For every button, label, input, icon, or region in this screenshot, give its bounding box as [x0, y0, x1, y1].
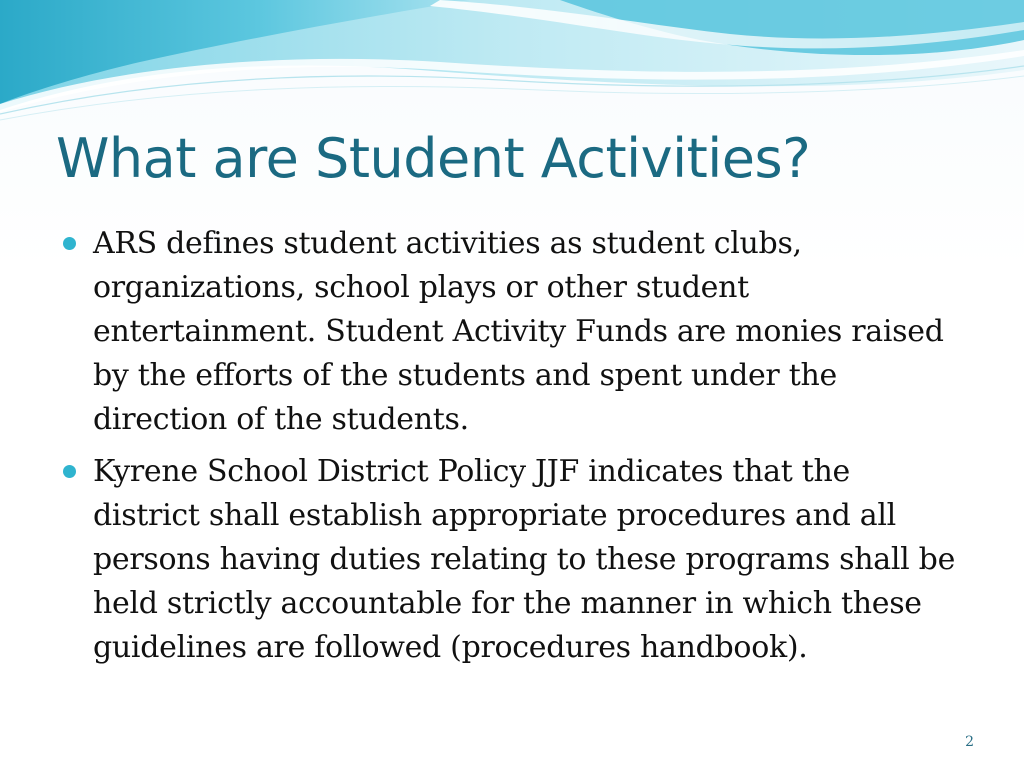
bullet-dot-icon — [63, 465, 76, 478]
bullet-list — [60, 222, 960, 678]
slide-number: 2 — [965, 734, 974, 750]
bullet-text: Kyrene School District Policy JJF indicates that the district shall establish appropriate procedures and all persons having duties relating to these programs shall be held strictly accountable for the manner in which these guidelines are followed (procedures handbook). — [93, 454, 956, 665]
bullet-text: ARS defines student activities as student clubs, organizations, school plays or other student entertainment. Student Activity Funds are monies raised by the efforts of the students and spent under the direction of the students. — [93, 226, 944, 437]
bullet-item-district-policy — [60, 450, 960, 670]
bullet-item-ars-definition — [60, 222, 960, 442]
slide-title: What are Student Activities? — [56, 127, 811, 190]
wave-banner-decoration — [0, 0, 1024, 130]
bullet-dot-icon — [63, 237, 76, 250]
